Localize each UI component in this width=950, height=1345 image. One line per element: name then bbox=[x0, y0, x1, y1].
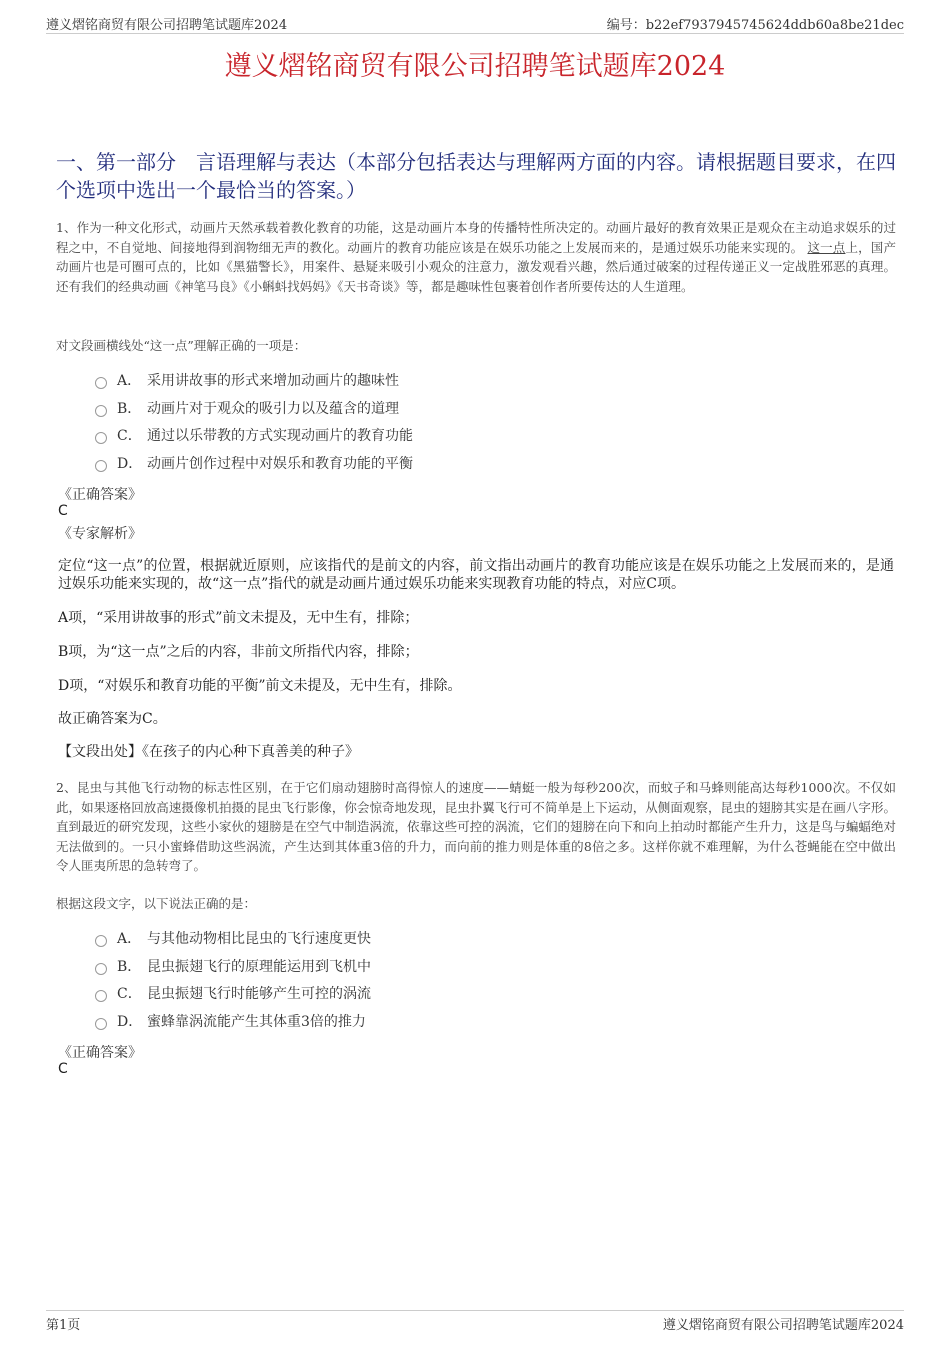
footer-divider bbox=[46, 1310, 904, 1311]
document-title: 遵义熠铭商贸有限公司招聘笔试题库2024 bbox=[224, 51, 726, 82]
header-left: 遵义熠铭商贸有限公司招聘笔试题库2024 bbox=[46, 18, 288, 33]
q1-passage-after: 上，国产动画片也是可圈可点的，比如《黑猫警长》，用案件、悬疑来吸引小观众的注意力，激发观看兴趣，然后通过破案的过程传递正义一定战胜邪恶的真理。还有我们的经典动画《神笔马良》《小蝌蚪找妈妈》《天书奇谈》等，都是趣味性包裹着创作者所要传达的人生道理。 bbox=[56, 239, 896, 294]
section-title: 一、第一部分 言语理解与表达（本部分包括表达与理解两方面的内容。请根据题目要求，在四个选项中选出一个最恰当的答案。） bbox=[56, 150, 896, 202]
q2-option-c[interactable]: C． 昆虫振翅飞行时能够产生可控的涡流 bbox=[95, 983, 371, 1003]
q1-answer: C bbox=[58, 503, 68, 519]
q1-option-b[interactable]: B． 动画片对于观众的吸引力以及蕴含的道理 bbox=[95, 398, 399, 418]
radio-icon[interactable] bbox=[95, 377, 107, 389]
radio-icon[interactable] bbox=[95, 460, 107, 472]
q1-analysis-conclusion: 故正确答案为C。 bbox=[58, 711, 167, 727]
q2-passage: 2、昆虫与其他飞行动物的标志性区别，在于它们扇动翅膀时高得惊人的速度——蜻蜓一般为每秒200次，而蚊子和马蜂则能高达每秒1000次。不仅如此，如果逐格回放高速摄像机拍摄的昆虫飞行影像，你会惊奇地发现，昆虫扑翼飞行可不简单是上下运动，从侧面观察，昆虫的翅膀其实是在画八字形。直到最近的研究发现，这些小家伙的翅膀是在空气中制造涡流，依靠这些可控的涡流，它们的翅膀在向下和向上拍动时都能产生升力，这是鸟与蝙蝠绝对无法做到的。一只小蜜蜂借助这些涡流，产生达到其体重3倍的升力，而向前的推力则是体重的8倍之多。这样你就不难理解，为什么苍蝇能在空中做出令人匪夷所思的急转弯了。 bbox=[56, 780, 896, 873]
q1-option-d[interactable]: D． 动画片创作过程中对娱乐和教育功能的平衡 bbox=[95, 453, 413, 473]
q1-option-a[interactable]: A． 采用讲故事的形式来增加动画片的趣味性 bbox=[95, 370, 399, 390]
q1-answer-label: 《正确答案》 bbox=[58, 487, 142, 503]
q2-answer: C bbox=[58, 1061, 68, 1077]
radio-icon[interactable] bbox=[95, 405, 107, 417]
q1-passage bbox=[56, 218, 896, 296]
q1-analysis-label: 《专家解析》 bbox=[58, 526, 142, 542]
radio-icon[interactable] bbox=[95, 432, 107, 444]
q1-analysis-d: D项，“对娱乐和教育功能的平衡”前文未提及，无中生有，排除。 bbox=[58, 678, 462, 694]
page-number: 第1页 bbox=[46, 1318, 81, 1333]
radio-icon[interactable] bbox=[95, 1018, 107, 1030]
q2-question: 根据这段文字，以下说法正确的是： bbox=[56, 896, 257, 911]
q1-analysis-main: 定位“这一点”的位置，根据就近原则，应该指代的是前文的内容，前文指出动画片的教育功能应该是在娱乐功能之上发展而来的，是通过娱乐功能来实现的，故“这一点”指代的就是动画片通过娱乐功能来实现教育功能的特点，对应C项。 bbox=[58, 558, 894, 592]
radio-icon[interactable] bbox=[95, 990, 107, 1002]
q1-source: 【文段出处】《在孩子的内心种下真善美的种子》 bbox=[58, 744, 359, 760]
q2-option-b[interactable]: B． 昆虫振翅飞行的原理能运用到飞机中 bbox=[95, 956, 371, 976]
radio-icon[interactable] bbox=[95, 935, 107, 947]
q2-option-d[interactable]: D． 蜜蜂靠涡流能产生其体重3倍的推力 bbox=[95, 1011, 366, 1031]
q1-question: 对文段画横线处“这一点”理解正确的一项是： bbox=[56, 338, 307, 353]
q1-analysis-b: B项，为“这一点”之后的内容，非前文所指代内容，排除； bbox=[58, 644, 419, 660]
radio-icon[interactable] bbox=[95, 963, 107, 975]
q1-passage-underline: 这一点 bbox=[807, 239, 846, 255]
footer-title: 遵义熠铭商贸有限公司招聘笔试题库2024 bbox=[662, 1318, 904, 1333]
q1-analysis-a: A项，“采用讲故事的形式”前文未提及，无中生有，排除； bbox=[58, 610, 419, 626]
header-doc-id: 编号：b22ef7937945745624ddb60a8be21dec bbox=[606, 18, 904, 33]
q1-passage-before: 1、作为一种文化形式，动画片天然承载着教化教育的功能，这是动画片本身的传播特性所决定的。动画片最好的教育效果正是观众在主动追求娱乐的过程之中，不自觉地、间接地得到润物细无声的教化。动画片的教育功能应该是在娱乐功能之上发展而来的，是通过娱乐功能来实现的。 bbox=[56, 220, 896, 255]
q1-option-c[interactable]: C． 通过以乐带教的方式实现动画片的教育功能 bbox=[95, 425, 413, 445]
header-divider bbox=[46, 33, 904, 34]
q2-option-a[interactable]: A． 与其他动物相比昆虫的飞行速度更快 bbox=[95, 928, 371, 948]
q2-answer-label: 《正确答案》 bbox=[58, 1045, 142, 1061]
